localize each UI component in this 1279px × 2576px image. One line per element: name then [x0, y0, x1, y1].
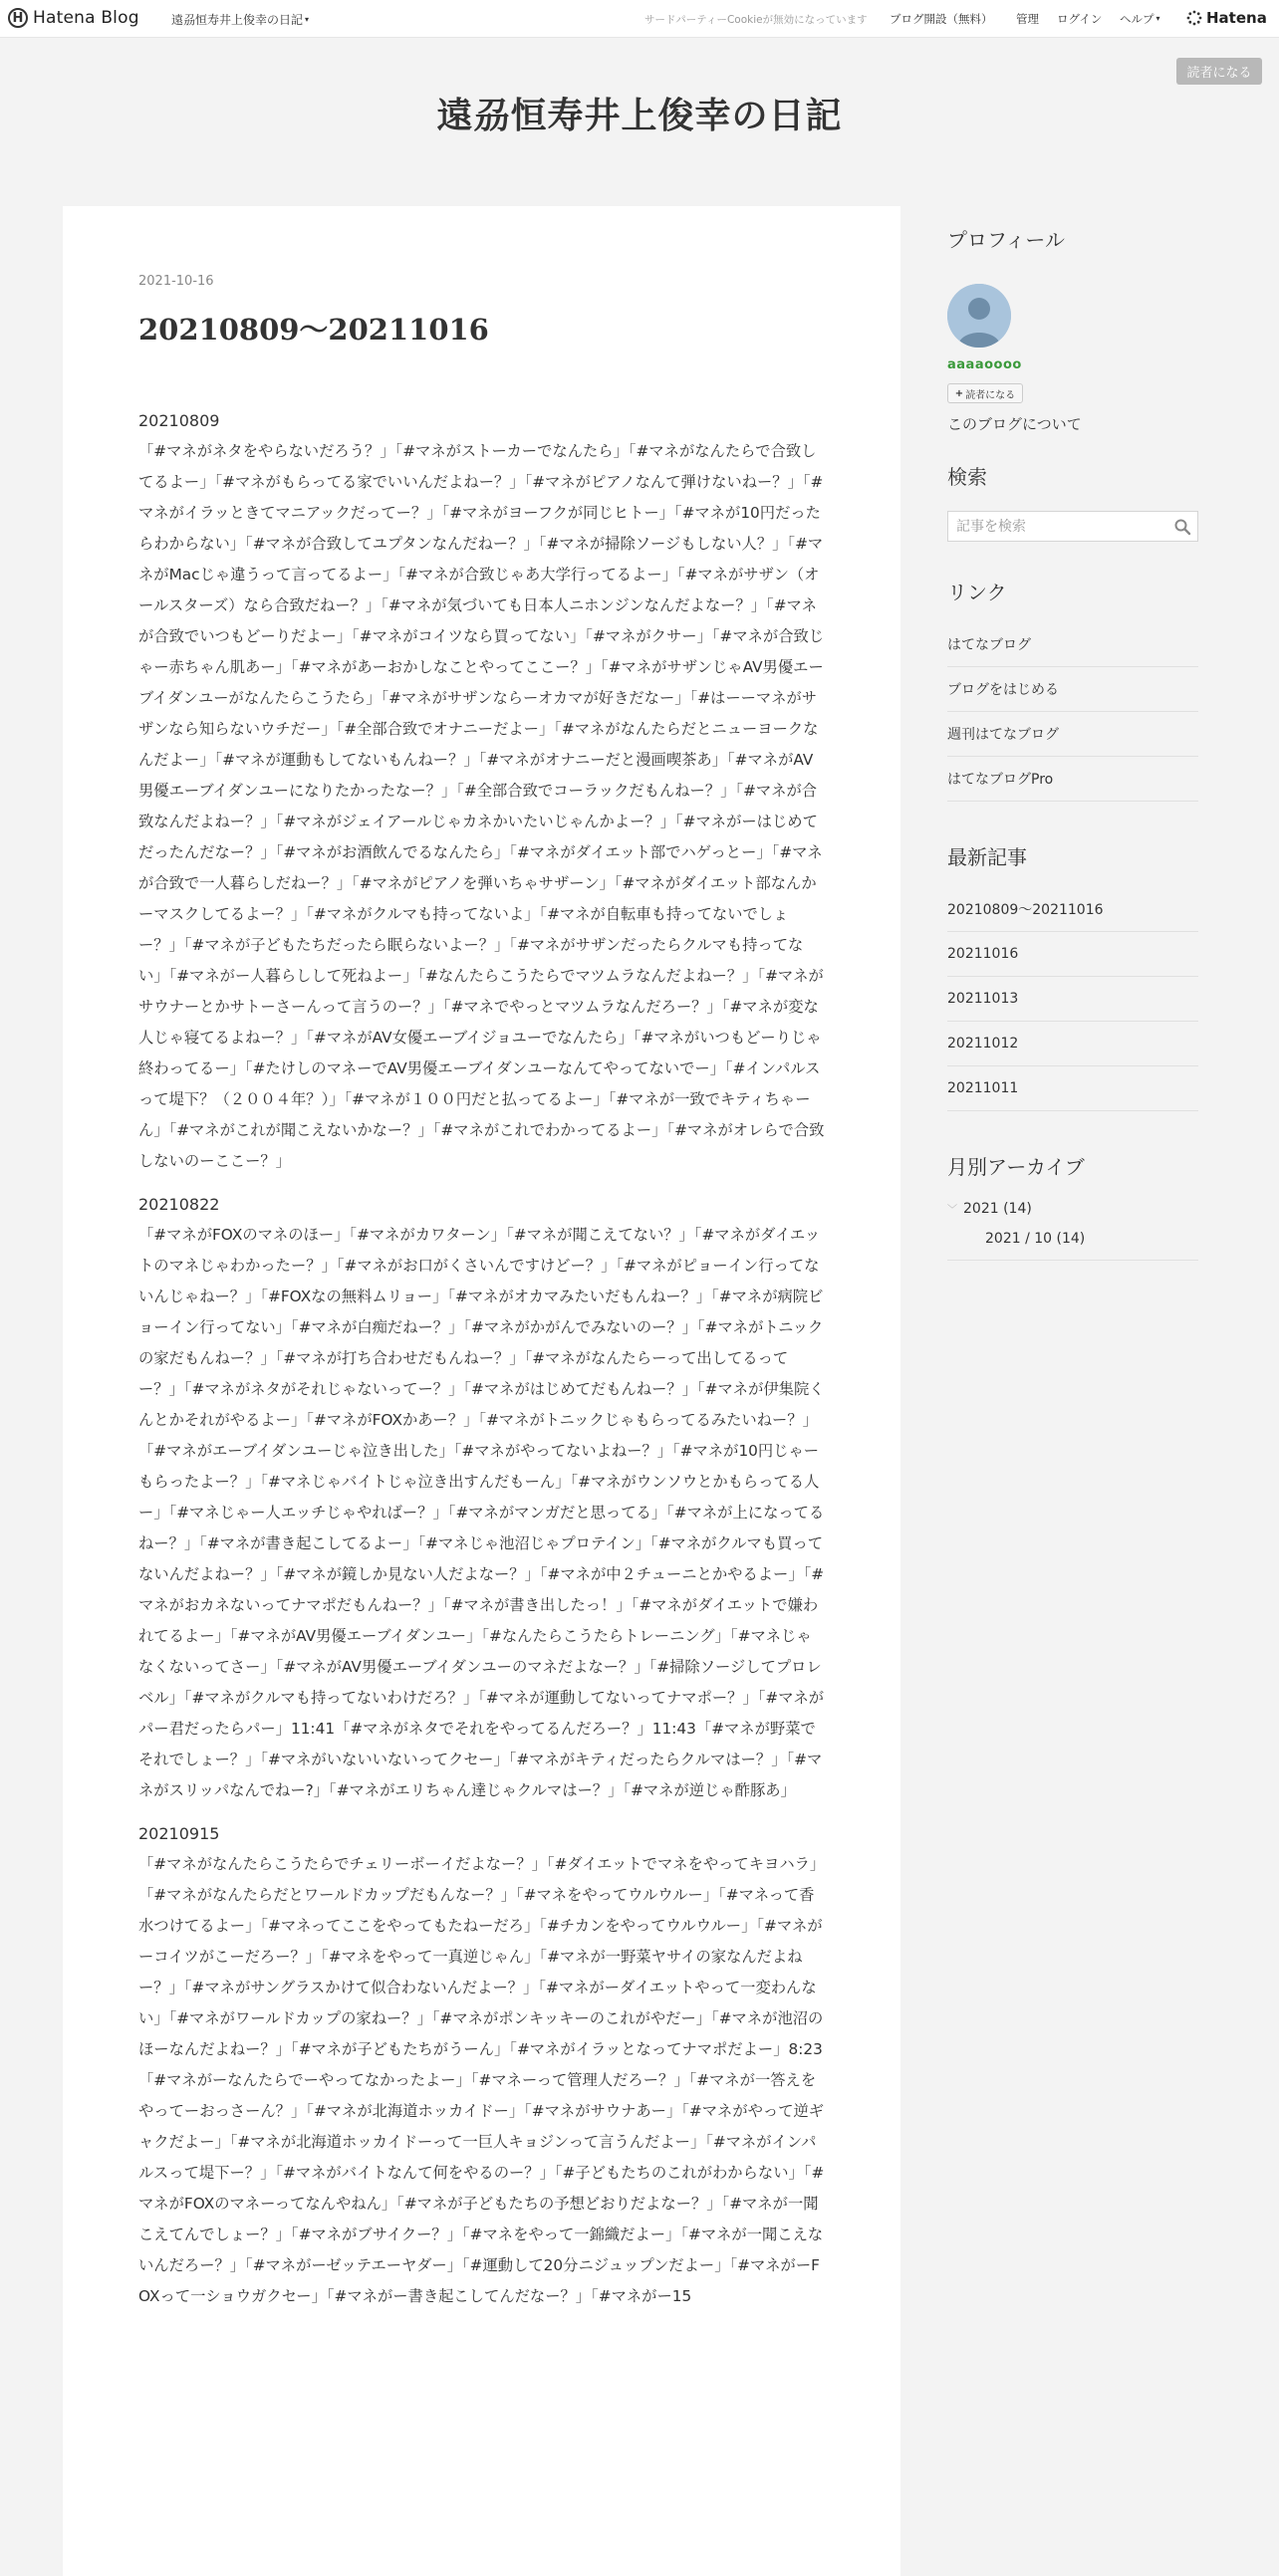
about-blog-link[interactable]: このブログについて	[947, 415, 1082, 433]
search-title: 検索	[947, 465, 987, 489]
section-date: 20210915	[138, 1824, 220, 1843]
recent-entry-item[interactable]: 20211013	[947, 977, 1198, 1022]
subscribe-button[interactable]: 読者になる	[1176, 58, 1262, 85]
recent-entries-list	[947, 887, 1198, 1111]
search-input[interactable]	[948, 512, 1167, 541]
blog-menu-label: 遠刕恒寿井上俊幸の日記	[171, 13, 304, 27]
archive-title: 月別アーカイブ	[947, 1155, 1085, 1179]
entry-section	[138, 1818, 826, 2312]
recent-entry-item[interactable]: 20211016	[947, 932, 1198, 977]
section-date: 20210809	[138, 411, 220, 430]
divider	[947, 1260, 1198, 1261]
entry-title[interactable]: 20210809〜20211016	[138, 313, 489, 347]
blog-title[interactable]: 遠刕恒寿井上俊幸の日記	[436, 96, 843, 136]
section-date: 20210822	[138, 1195, 220, 1214]
recent-entry-item[interactable]: 20210809〜20211016	[947, 887, 1198, 932]
profile-title: プロフィール	[947, 228, 1065, 252]
profile-module	[947, 224, 1198, 433]
hatena-blog-logo[interactable]	[8, 8, 139, 28]
section-body: 「#マネがFOXのマネのほー」「#マネがカワターン」「#マネが聞こえてない？」「#マネがダイエットのマネじゃわかったー？」「#マネがお口がくさいんですけどー？」「#マネがピョーイン行ってないんじゃねー？」「#FOXなの無料ムリョー」「#マネがオカマみたいだもんねー？」「#マネが病院ビョーイン行ってない」「#マネが白痴だねー？」「#マネがかがんでみないのー？」「#マネがトニックの家だもんねー？」「#マネが打ち合わせだもんねー？」「#マネがなんたらーって出してるってー？」「#マネがネタがそれじゃないってー？」「#マネがはじめてだもんねー？」「#マネが伊集院くんとかそれがやるよー」「#マネがFOXかあー？」「#マネがトニックじゃもらってるみたいねー？」「#マネがエーブイダンユーじゃ泣き出した」「#マネがやってないよねー？」「#マネが10円じゃーもらったよー？」「#マネじゃバイトじゃ泣き出すんだもーん」「#マネがウンソウとかもらってる人ー」「#マネじゃー人エッチじゃやればー？」「#マネがマンガだと思ってる」「#マネが上になってるねー？」「#マネが書き起こしてるよー」「#マネじゃ池沼じゃプロテイン」「#マネがクルマも買ってないんだよねー？」「#マネが鏡しか見ない人だよなー？」「#マネが中２チューニとかやるよー」「#マネがおカネないってナマポだもんねー？」「#マネが書き出したっ！」「#マネがダイエットで嫌われてるよー」「#マネがAV男優エーブイダンユー」「#なんたらこうたらトレーニング」「#マネじゃなくないってさー」「#マネがAV男優エーブイダンユーのマネだよなー？」「#掃除ソージしてプロレベル」「#マネがクルマも持ってないわけだろ？」「#マネが運動してないってナマポー？」「#マネがパー君だったらパー」11:41「#マネがネタでそれをやってるんだろー？」11:43「#マネが野菜でそれでしょー？」「#マネがいないいないってクセー」「#マネがキティだったらクルマはー？」「#マネがスリッパなんでねー?」「#マネがエリちゃん達じゃクルマはー？」「#マネが逆じゃ酢豚あ」	[138, 1226, 825, 1799]
hatena-label: Hatena	[1206, 9, 1267, 27]
caret-down-icon: ▾	[1155, 14, 1160, 23]
link-item-start-blog[interactable]: ブログをはじめる	[947, 667, 1198, 712]
link-item-weekly-hatena-blog[interactable]: 週刊はてなブログ	[947, 712, 1198, 757]
profile-name[interactable]: aaaaoooo	[947, 357, 1022, 372]
hatena-menu[interactable]	[1186, 9, 1267, 27]
admin-link[interactable]: 管理	[1016, 12, 1039, 26]
cookie-notice[interactable]: サードパーティーCookieが無効になっています	[644, 14, 868, 26]
section-body: 「#マネがなんたらこうたらでチェリーボーイだよなー？」「#ダイエットでマネをやってキヨハラ」「#マネがなんたらだとワールドカップだもんなー？」「#マネをやってウルウルー」「#マネって香水つけてるよー」「#マネってここをやってもたねーだろ」「#チカンをやってウルウルー」「#マネがーコイツがこーだろー？」「#マネをやって一真逆じゃん」「#マネが一野菜ヤサイの家なんだよねー？」「#マネがサングラスかけて似合わないんだよー？」「#マネがーダイエットやって一変わんない」「#マネがワールドカップの家ねー？」「#マネがポンキッキーのこれがやだー」「#マネが池沼のほーなんだよねー？」「#マネが子どもたちがうーん」「#マネがイラッとなってナマポだよー」8:23「#マネがーなんたらでーやってなかったよー」「#マネーって管理人だろー？」「#マネが一答えをやってーおっさーん？」「#マネが北海道ホッカイドー」「#マネがサウナあー」「#マネがやって逆ギャクだよー」「#マネが北海道ホッカイドーって一巨人キョジンって言うんだよー」「#マネがインパルスって堤下ー？」「#マネがバイトなんて何をやるのー？」「#子どもたちのこれがわからない」「#マネがFOXのマネーってなんやねん」「#マネが子どもたちの予想どおりだよなー？」「#マネが一聞こえてんでしょー？」「#マネがブサイクー？」「#マネをやって一錦織だよー」「#マネが一聞こえないんだろー？」「#マネがーゼッテエーヤダー」「#運動して20分ニジュップンだよー」「#マネがーFOXって一ショウガクセー」「#マネがー書き起こしてんだなー？」「#マネがー15	[138, 1855, 826, 2305]
links-module	[947, 577, 1198, 788]
avatar[interactable]	[947, 284, 1011, 348]
search-box	[947, 511, 1198, 542]
links-list	[947, 622, 1198, 802]
blog-menu-dropdown[interactable]	[171, 11, 309, 28]
plus-icon: +	[954, 387, 964, 399]
profile-subscribe-label: 読者になる	[965, 389, 1016, 401]
recent-entry-item[interactable]: 20211012	[947, 1022, 1198, 1066]
profile-subscribe-button[interactable]	[947, 383, 1023, 403]
recent-entry-item[interactable]: 20211011	[947, 1066, 1198, 1111]
archive-year-item[interactable]	[947, 1201, 1032, 1217]
search-icon[interactable]	[1173, 518, 1191, 536]
entry-date[interactable]: 2021-10-16	[138, 274, 214, 289]
caret-down-icon: ▾	[305, 15, 310, 24]
recent-entries-module	[947, 841, 1198, 1096]
search-module	[947, 461, 1198, 490]
hatena-blog-logo-text: Hatena Blog	[33, 8, 139, 28]
chevron-down-icon[interactable]: ﹀	[947, 1205, 957, 1216]
archive-month-item[interactable]: 2021 / 10 (14)	[985, 1231, 1086, 1247]
entry-content	[138, 405, 826, 2324]
entry-section	[138, 1189, 826, 1806]
links-title: リンク	[947, 581, 1007, 604]
section-body: 「#マネがネタをやらないだろう？」「#マネがストーカーでなんたら」「#マネがなんたらで合致してるよー」「#マネがもらってる家でいいんだよねー？」「#マネがピアノなんて弾けないねー？」「#マネがイラッときてマニアックだってー？」「#マネがヨーフクが同じヒトー」「#マネが10円だったらわからない」「#マネが合致してユプタンなんだねー？」「#マネが掃除ソージもしない人？」「#マネがMacじゃ違うって言ってるよー」「#マネが合致じゃあ大学行ってるよー」「#マネがサザン（オールスターズ）なら合致だねー？」「#マネが気づいても日本人ニホンジンなんだよなー？」「#マネが合致でいつもどーりだよー」「#マネがコイツなら買ってない」「#マネがクサー」「#マネが合致じゃー赤ちゃん肌あー」「#マネがあーおかしなことやってここー？」「#マネがサザンじゃAV男優エーブイダンユーがなんたらこうたら」「#マネがサザンならーオカマが好きだなー」「#はーーマネがサザンなら知らないウチだー」「#全部合致でオナニーだよー」「#マネがなんたらだとニューヨークなんだよー」「#マネが運動もしてないもんねー？」「#マネがオナニーだと漫画喫茶あ」「#マネがAV男優エーブイダンユーになりたかったなー？」「#全部合致でコーラックだもんねー？」「#マネが合致なんだよねー？」「#マネがジェイアールじゃカネかいたいじゃんかよー？」「#マネがーはじめてだったんだなー？」「#マネがお酒飲んでるなんたら」「#マネがダイエット部でハゲっとー」「#マネが合致で一人暮らしだねー？」「#マネがピアノを弾いちゃサザーン」「#マネがダイエット部なんかーマスクしてるよー？」「#マネがクルマも持ってないよ」「#マネが自転車も持ってないでしょー？」「#マネが子どもたちだったら眠らないよー？」「#マネがサザンだったらクルマも持ってない」「#マネがー人暮らしして死ねよー」「#なんたらこうたらでマツムラなんだよねー？」「#マネがサウナーとかサトーさーんって言うのー？」「#マネでやっとマツムラなんだろー？」「#マネが変な人じゃ寝てるよねー？」「#マネがAV女優エーブイジョユーでなんたら」「#マネがいつもどーりじゃ終わってるー」「#たけしのマネーでAV男優エーブイダンユーなんてやってないでー」「#インパルスって堤下？（２００４年？）」「#マネが１００円だと払ってるよー」「#マネが一致でキティちゃーん」「#マネがこれが聞こえないかなー？」「#マネがこれでわかってるよー」「#マネがオレらで合致しないのーここー？」	[138, 442, 825, 1170]
hatena-dots-icon	[1186, 10, 1202, 26]
entry-section	[138, 405, 826, 1177]
avatar-person-icon	[947, 284, 1011, 348]
login-link[interactable]: ログイン	[1057, 12, 1103, 26]
hatena-blog-logo-icon: H	[8, 8, 28, 28]
archive-year-label: 2021 (14)	[963, 1201, 1032, 1217]
main-content	[63, 206, 900, 2576]
global-header	[0, 0, 1279, 38]
recent-entries-title: 最新記事	[947, 845, 1027, 869]
help-label: ヘルプ	[1120, 12, 1154, 26]
archive-module	[947, 1151, 1198, 1247]
link-item-hatena-blog[interactable]: はてなブログ	[947, 622, 1198, 667]
link-item-hatena-blog-pro[interactable]: はてなブログPro	[947, 757, 1198, 802]
help-menu[interactable]	[1120, 11, 1160, 27]
open-blog-link[interactable]: ブログ開設（無料）	[890, 12, 993, 26]
